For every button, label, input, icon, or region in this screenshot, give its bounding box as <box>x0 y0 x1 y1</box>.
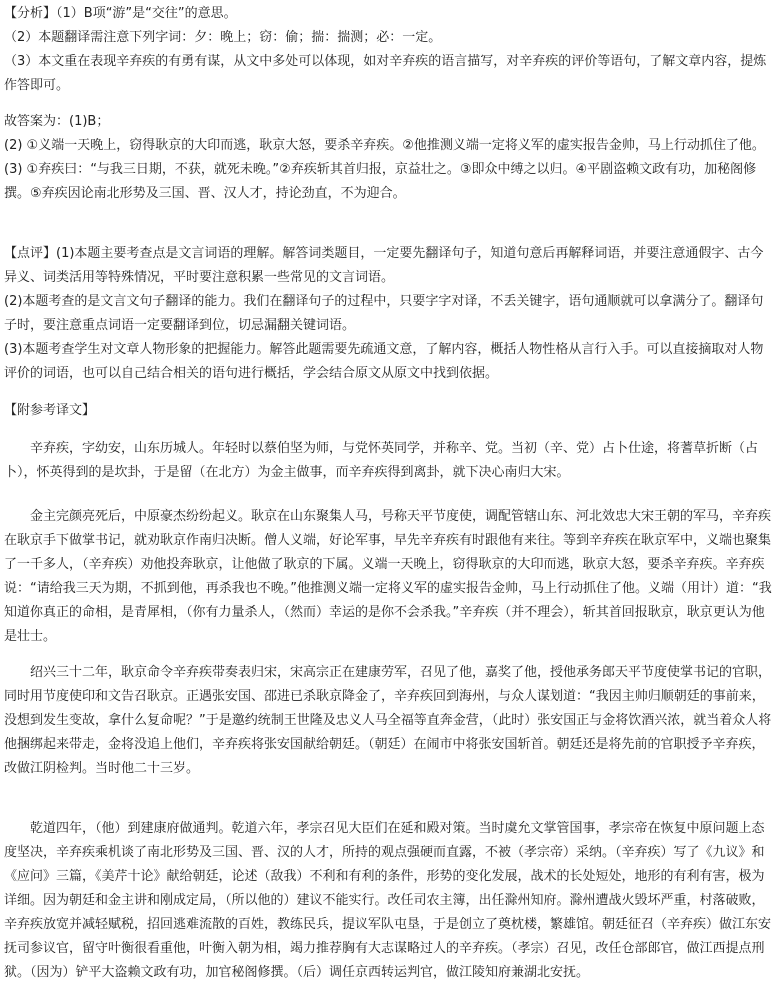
comment-line-2: (2)本题考查的是文言文句子翻译的能力。我们在翻译句子的过程中，只要字字对译，不丢关键字，语句通顺就可以拿满分了。翻译句子时，要注意重点词语一定要翻译到位，切忌漏翻关键词语。 <box>4 294 764 333</box>
translation-paragraph-2-block <box>4 505 772 649</box>
comment-section <box>4 242 772 386</box>
translation-heading-block <box>4 399 772 423</box>
translation-heading: 【附参考译文】 <box>4 403 96 418</box>
analysis-line-3: （3）本文重在表现辛弃疾的有勇有谋，从文中多处可以体现，如对辛弃疾的语言描写，对辛弃疾的评价等语句，了解文章内容，提炼作答即可。 <box>4 54 767 93</box>
analysis-section <box>4 2 772 98</box>
translation-paragraph-4: 乾道四年，（他）到建康府做通判。乾道六年，孝宗召见大臣们在延和殿对策。当时虞允文掌管国事，孝宗帝在恢复中原问题上态度坚决，辛弃疾乘机谈了南北形势及三国、晋、汉的人才，所持的观点强硬而直露，不被（孝宗帝）采纳。（辛弃疾）写了《九议》和《应问》三篇，《美芹十论》献给朝廷，论述（敌我）不利和有利的条件，形势的变化发展，战术的长处短处，地形的有利有害，极为详细。因为朝廷和金主讲和刚成定局，（所以他的）建议不能实行。改任司农主簿，出任滁州知府。滁州遭战火毁坏严重，村落破败，辛弃疾放宽并减轻赋税，招回逃难流散的百姓，教练民兵，提议军队屯垦，于是创立了奠枕楼，繁雄馆。朝廷征召（辛弃疾）做江东安抚司参议官，留守叶衡很看重他，叶衡入朝为相，竭力推荐胸有大志谋略过人的辛弃疾。（孝宗）召见，改任仓部郎官，做江西提点刑狱。（因为）铲平大盗赖文政有功，加官秘阁修撰。（后）调任京西转运判官，做江陵知府兼湖北安抚。 <box>4 821 772 980</box>
translation-paragraph-3: 绍兴三十二年，耿京命令辛弃疾带奏表归宋，宋高宗正在建康劳军，召见了他，嘉奖了他，授他承务郎天平节度使掌书记的官职，同时用节度使印和文告召耿京。正遇张安国、邵进已杀耿京降金了，辛弃疾回到海州，与众人谋划道：“我因主帅归顺朝廷的事前来，没想到发生变故，拿什么复命呢？”于是邀约统制王世隆及忠义人马全福等直奔金营，（此时）张安国正与金将饮酒兴浓，就当着众人将他捆绑起来带走，金将没追上他们，辛弃疾将张安国献给朝廷。（朝廷）在闹市中将张安国斩首。朝廷还是将先前的官职授予辛弃疾，改做江阴检判。当时他二十三岁。 <box>4 665 772 776</box>
answer-line-1: 故答案为：(1)B； <box>4 114 110 129</box>
answer-line-2: (2) ①义端一天晚上，窃得耿京的大印而逃，耿京大怒，要杀辛弃疾。②他推测义端一定将义军的虚实报告金帅，马上行动抓住了他。 <box>4 138 765 153</box>
answer-line-3: (3) ①弃疾曰：“与我三日期，不获，就死未晚。”②弃疾斩其首归报，京益壮之。③即众中缚之以归。④平剧盗赖文政有功，加秘阁修撰。⑤弃疾因论南北形势及三国、晋、汉人才，持论劲直，不为迎合。 <box>4 162 757 201</box>
translation-paragraph-1-block <box>4 437 772 485</box>
analysis-line-2: （2）本题翻译需注意下列字词：夕：晚上；窃：偷；揣：揣测；必：一定。 <box>4 30 442 45</box>
analysis-line-1: 【分析】（1）B项“游”是“交往”的意思。 <box>4 6 237 21</box>
comment-line-1: 【点评】(1)本题主要考查点是文言词语的理解。解答词类题目，一定要先翻译句子，知道句意后再解释词语，并要注意通假字、古今异义、词类活用等特殊情况，平时要注意积累一些常见的文言词语。 <box>4 246 764 285</box>
answer-section <box>4 110 772 206</box>
translation-paragraph-2: 金主完颜亮死后，中原豪杰纷纷起义。耿京在山东聚集人马，号称天平节度使，调配管辖山东、河北效忠大宋王朝的军马，辛弃疾在耿京手下做掌书记，就劝耿京作南归决断。僧人义端，好论军事，早先辛弃疾有时跟他有来往。等到辛弃疾在耿京军中，义端也聚集了一千多人，（辛弃疾）劝他投奔耿京，让他做了耿京的下属。义端一天晚上，窃得耿京的大印而逃，耿京大怒，要杀辛弃疾。辛弃疾说：“请给我三天为期，不抓到他，再杀我也不晚。”他推测义端一定将义军的虚实报告金帅，马上行动抓住了他。义端（用计）道：“我知道你真正的命相，是青犀相，（你有力量杀人，（然而）幸运的是你不会杀我。”辛弃疾（并不理会），斩其首回报耿京，耿京更认为他是壮士。 <box>4 509 772 644</box>
comment-line-3: (3)本题考查学生对文章人物形象的把握能力。解答此题需要先疏通文意，了解内容，概括人物性格从言行入手。可以直接摘取对人物评价的词语，也可以自己结合相关的语句进行概括，学会结合原文从原文中找到依据。 <box>4 342 764 381</box>
translation-paragraph-3-block <box>4 661 772 781</box>
translation-paragraph-1: 辛弃疾，字幼安，山东历城人。年轻时以蔡伯坚为师，与党怀英同学，并称辛、党。当初（辛、党）占卜仕途，将蓍草折断（占卜），怀英得到的是坎卦，于是留（在北方）为金主做事，而辛弃疾得到离卦，就下决心南归大宋。 <box>4 441 759 480</box>
translation-paragraph-4-block <box>4 817 772 985</box>
